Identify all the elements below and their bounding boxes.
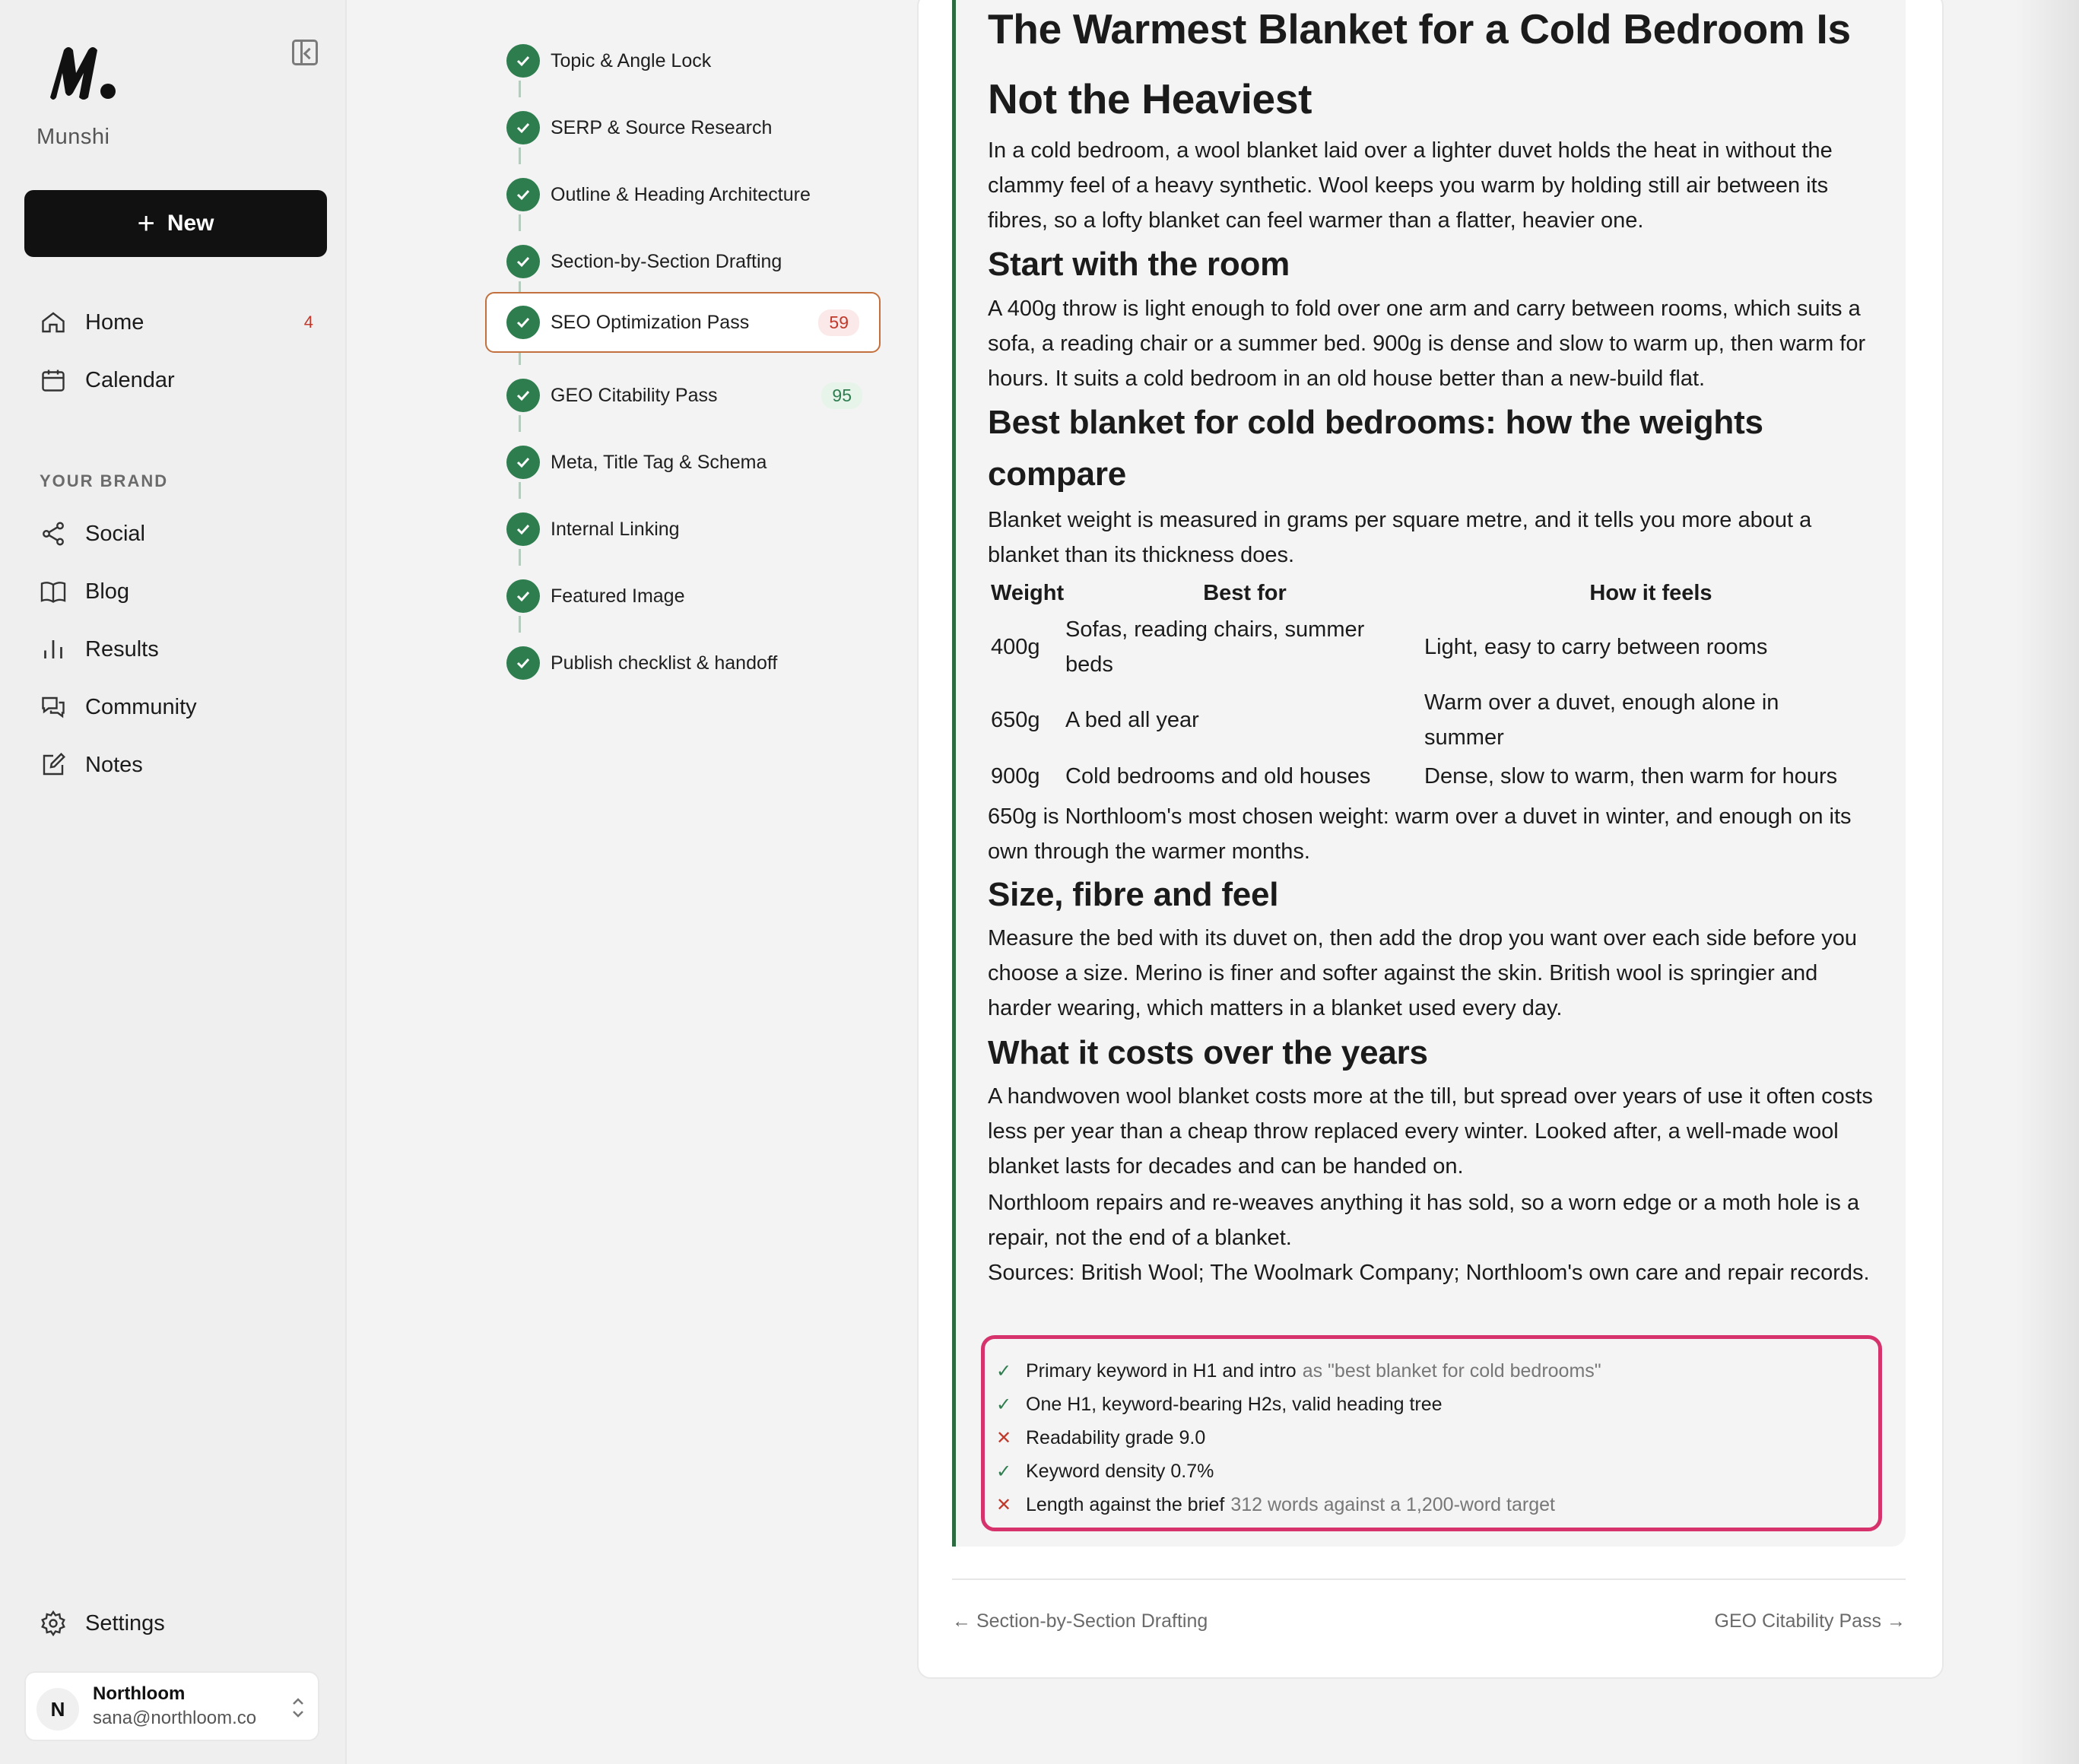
table-header-row [988, 576, 1877, 611]
checklist-note: 312 words against a 1,200-word target [1230, 1493, 1555, 1515]
weights-table [988, 576, 1877, 796]
munshi-logo[interactable] [46, 43, 119, 103]
checklist-label: Readability grade 9.0 [1026, 1426, 1206, 1448]
sidebar-item-label: Social [85, 521, 145, 546]
checklist-item [992, 1389, 1443, 1420]
table-cell: Sofas, reading chairs, summer beds [1065, 617, 1365, 677]
heading-line: compare [988, 455, 1127, 493]
check-circle-icon [506, 579, 540, 613]
table-cell: Dense, slow to warm, then warm for hours [1424, 764, 1838, 788]
check-circle-icon [506, 306, 540, 339]
paragraph-repairs: Northloom repairs and re-weaves anything it has sold, so a worn edge or a moth hole is a repair, not the end of a blanket. [988, 1191, 1860, 1250]
checklist-item [992, 1356, 1601, 1386]
table-cell: 400g [991, 635, 1040, 659]
column-header: How it feels [1589, 580, 1712, 605]
step-meta-title-schema[interactable] [487, 432, 882, 493]
article-title-line: Not the Heaviest [988, 75, 1312, 122]
check-circle-icon [506, 446, 540, 479]
article-title-line: The Warmest Blanket for a Cold Bedroom Is [988, 5, 1851, 52]
new-button-label: New [167, 211, 214, 236]
article-intro: In a cold bedroom, a wool blanket laid over a lighter duvet holds the heat in without the clammy feel of a heavy synthetic. Wool keeps you warm by holding still air between its fibres, so a lofty blanket can feel warmer than a flatter, heavier one. [988, 138, 1833, 233]
seo-checklist [981, 1335, 1882, 1531]
sidebar-item-settings[interactable] [40, 1604, 313, 1642]
sidebar-item-calendar[interactable] [40, 361, 313, 399]
checklist-label: Length against the brief [1026, 1493, 1225, 1515]
step-publish-checklist[interactable] [487, 633, 882, 693]
check-circle-icon [506, 646, 540, 680]
sidebar-item-label: Home [85, 309, 144, 335]
geo-score-badge: 95 [821, 382, 862, 409]
table-cell: A bed all year [1065, 708, 1199, 732]
check-circle-icon [506, 178, 540, 211]
table-cell: 650g [991, 708, 1040, 732]
step-outline-heading-architecture[interactable] [487, 164, 882, 225]
paragraph-size: Measure the bed with its duvet on, then add the drop you want over each side before you choose a size. Merino is finer and softer against the skin. British wool is springier and harder wearing, which matters in a blanket used every day. [988, 926, 1858, 1020]
checklist-note: as "best blanket for cold bedrooms" [1302, 1359, 1601, 1382]
check-circle-icon [506, 512, 540, 546]
step-label: Internal Linking [551, 518, 680, 540]
step-label: Topic & Angle Lock [551, 49, 712, 71]
collapse-sidebar-icon[interactable] [292, 40, 318, 65]
chevron-up-down-icon [289, 1694, 307, 1721]
check-circle-icon [506, 111, 540, 144]
sidebar-item-label: Results [85, 636, 159, 662]
check-circle-icon [506, 379, 540, 412]
heading-start-with-room: Start with the room [988, 246, 1290, 283]
step-label: Outline & Heading Architecture [551, 183, 811, 205]
seo-score-badge: 59 [818, 309, 859, 336]
brand-name: Munshi [37, 125, 110, 149]
sidebar-item-label: Blog [85, 579, 130, 604]
next-step-link[interactable]: GEO Citability Pass → [1714, 1610, 1906, 1632]
sidebar-item-label: Settings [85, 1610, 165, 1636]
avatar: N [37, 1688, 79, 1731]
check-circle-icon [506, 245, 540, 278]
sidebar-item-community[interactable] [40, 688, 313, 726]
step-section-drafting[interactable] [487, 231, 882, 292]
sidebar-item-home[interactable] [40, 303, 313, 341]
checkmark-icon: ✓ [995, 1394, 1012, 1415]
cross-icon: ✕ [995, 1427, 1012, 1448]
heading-line: Best blanket for cold bedrooms: how the weights [988, 404, 1763, 441]
step-label: Section-by-Section Drafting [551, 250, 782, 272]
bar-chart-icon [40, 636, 67, 663]
article-title [988, 0, 1877, 134]
checkmark-icon: ✓ [995, 1461, 1012, 1482]
checklist-item [992, 1423, 1205, 1453]
step-label: Featured Image [551, 585, 685, 607]
new-button[interactable] [24, 190, 327, 257]
sidebar [0, 0, 347, 1764]
paragraph-cost: A handwoven wool blanket costs more at the till, but spread over years of use it often costs less per year than a cheap throw replaced every winter. Looked after, a well-made wool blanket lasts for decades and can be handed on. [988, 1084, 1873, 1179]
sidebar-item-blog[interactable] [40, 573, 313, 611]
table-row [988, 684, 1877, 757]
step-serp-source-research[interactable] [487, 97, 882, 158]
step-geo-citability-pass[interactable] [487, 365, 882, 426]
gear-icon [40, 1610, 67, 1637]
step-label: Publish checklist & handoff [551, 652, 778, 674]
home-icon [40, 309, 67, 336]
sidebar-item-label: Community [85, 694, 197, 719]
checkmark-icon: ✓ [995, 1360, 1012, 1382]
sidebar-item-notes[interactable] [40, 746, 313, 784]
checklist-label: One H1, keyword-bearing H2s, valid heading tree [1026, 1393, 1443, 1415]
share-icon [40, 520, 67, 547]
step-label: GEO Citability Pass [551, 384, 718, 406]
table-row [988, 757, 1877, 796]
checklist-label: Keyword density 0.7% [1026, 1460, 1214, 1482]
book-icon [40, 578, 67, 605]
step-internal-linking[interactable] [487, 499, 882, 560]
step-label: SEO Optimization Pass [551, 311, 750, 333]
check-circle-icon [506, 44, 540, 78]
step-featured-image[interactable] [487, 566, 882, 627]
column-header: Weight [991, 580, 1065, 605]
paragraph-most-chosen: 650g is Northloom's most chosen weight: warm over a duvet in winter, and enough on its own through the warmer months. [988, 804, 1852, 864]
edit-icon [40, 751, 67, 779]
checklist-item [992, 1456, 1214, 1486]
column-header: Best for [1203, 580, 1287, 605]
table-cell: Light, easy to carry between rooms [1424, 635, 1768, 659]
account-email: sana@northloom.co [93, 1708, 257, 1728]
sidebar-item-social[interactable] [40, 515, 313, 553]
calendar-icon [40, 366, 67, 394]
heading-weights-compare [988, 397, 1877, 500]
prev-step-link[interactable]: ← Section-by-Section Drafting [952, 1610, 1208, 1632]
scroll-edge [2015, 0, 2079, 1764]
heading-size-fibre-feel: Size, fibre and feel [988, 876, 1279, 913]
section-label: YOUR BRAND [40, 471, 169, 490]
table-cell: 900g [991, 764, 1040, 788]
step-label: Meta, Title Tag & Schema [551, 451, 767, 473]
checklist-item [992, 1490, 1555, 1520]
paragraph-room: A 400g throw is light enough to fold over one arm and carry between rooms, which suits a sofa, a reading chair or a summer bed. 900g is dense and slow to warm up, then warm for hours. It suits a cold bedroom in an old house better than a new-build flat. [988, 297, 1866, 391]
table-cell: Cold bedrooms and old houses [1065, 764, 1371, 788]
table-row [988, 611, 1877, 684]
cross-icon: ✕ [995, 1494, 1012, 1515]
sidebar-item-results[interactable] [40, 630, 313, 668]
account-switcher[interactable] [24, 1671, 319, 1741]
step-seo-optimization-pass[interactable] [485, 292, 881, 353]
paragraph-sources: Sources: British Wool; The Woolmark Company; Northloom's own care and repair records. [988, 1261, 1870, 1285]
table-cell: Warm over a duvet, enough alone in summer [1424, 690, 1779, 750]
chat-icon [40, 693, 67, 721]
divider [952, 1578, 1906, 1580]
step-topic-angle-lock[interactable] [487, 30, 882, 91]
sidebar-item-label: Calendar [85, 367, 175, 392]
step-label: SERP & Source Research [551, 116, 773, 138]
plus-icon: + [137, 207, 155, 240]
paragraph-weights: Blanket weight is measured in grams per square metre, and it tells you more about a blanket than its thickness does. [988, 508, 1812, 567]
account-name: Northloom [93, 1683, 186, 1704]
checklist-label: Primary keyword in H1 and intro [1026, 1359, 1297, 1382]
notification-badge: 4 [303, 313, 313, 332]
sidebar-item-label: Notes [85, 752, 143, 777]
heading-cost-over-years: What it costs over the years [988, 1034, 1428, 1071]
